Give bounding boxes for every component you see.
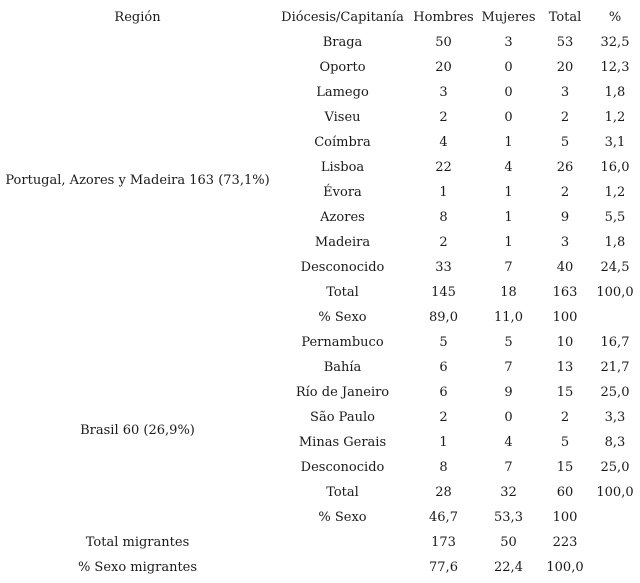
total-cell: 5 (560, 135, 570, 150)
women-cell: 0 (504, 85, 513, 100)
percent-cell (590, 305, 640, 330)
women-cell: 1 (504, 210, 513, 225)
women-cell: 7 (504, 260, 513, 275)
women-cell: 3 (504, 35, 513, 50)
header-women: Mujeres (481, 10, 536, 25)
men-cell: 2 (439, 235, 448, 250)
footer-label: Total migrantes (85, 535, 190, 550)
migrants-table (0, 5, 640, 580)
empty-cell (275, 555, 410, 580)
percent-cell: 21,7 (600, 360, 630, 375)
percent-cell: 24,5 (600, 260, 630, 275)
percent-cell: 16,0 (600, 160, 630, 175)
diocese-cell: São Paulo (310, 410, 375, 425)
men-cell: 28 (435, 485, 452, 500)
men-cell: 33 (435, 260, 452, 275)
men-cell: 6 (439, 385, 448, 400)
table-row (0, 330, 640, 355)
percent-cell: 16,7 (600, 335, 630, 350)
diocese-cell: Lamego (316, 85, 369, 100)
men-cell: 8 (439, 210, 448, 225)
total-cell: 40 (556, 260, 574, 275)
diocese-cell: Évora (323, 185, 362, 200)
percent-cell: 3,1 (604, 135, 626, 150)
women-cell: 1 (504, 135, 513, 150)
percent-cell: 5,5 (604, 210, 626, 225)
men-cell: 1 (439, 435, 448, 450)
total-cell: 163 (552, 285, 578, 300)
women-cell: 7 (504, 460, 513, 475)
percent-cell: 25,0 (600, 460, 630, 475)
total-cell: 15 (556, 385, 574, 400)
region-label: Brasil 60 (26,9%) (80, 422, 195, 438)
diocese-cell: Total (326, 285, 359, 300)
header-region: Región (114, 10, 161, 25)
header-total: Total (548, 10, 582, 25)
footer-label: % Sexo migrantes (77, 560, 198, 575)
men-cell: 50 (435, 35, 452, 50)
total-cell: 20 (556, 60, 574, 75)
total-cell: 5 (560, 435, 570, 450)
total-cell: 3 (560, 85, 570, 100)
men-cell: 46,7 (429, 510, 458, 525)
diocese-cell: Desconocido (300, 460, 385, 475)
percent-cell: 8,3 (604, 435, 626, 450)
total-cell: 9 (560, 210, 570, 225)
women-cell: 50 (500, 535, 517, 550)
total-cell: 2 (560, 185, 570, 200)
header-percent: % (608, 10, 622, 25)
header-men: Hombres (413, 10, 474, 25)
diocese-cell: Madeira (314, 235, 371, 250)
total-cell: 223 (552, 535, 578, 550)
total-cell: 100,0 (546, 560, 584, 575)
men-cell: 22 (435, 160, 452, 175)
percent-cell: 1,2 (604, 185, 626, 200)
diocese-cell: % Sexo (318, 510, 367, 525)
women-cell: 53,3 (494, 510, 523, 525)
total-cell: 3 (560, 235, 570, 250)
women-cell: 7 (504, 360, 513, 375)
women-cell: 1 (504, 235, 513, 250)
diocese-cell: % Sexo (318, 310, 367, 325)
percent-cell: 12,3 (600, 60, 630, 75)
percent-cell: 1,8 (604, 85, 626, 100)
diocese-cell: Minas Gerais (298, 435, 387, 450)
percent-cell (590, 505, 640, 530)
women-cell: 5 (504, 335, 513, 350)
men-cell: 77,6 (429, 560, 458, 575)
total-cell: 100 (552, 510, 578, 525)
total-cell: 2 (560, 410, 570, 425)
men-cell: 6 (439, 360, 448, 375)
men-cell: 2 (439, 410, 448, 425)
percent-cell: 3,3 (604, 410, 626, 425)
men-cell: 3 (439, 85, 448, 100)
percent-cell: 1,8 (604, 235, 626, 250)
footer-row (0, 530, 640, 555)
women-cell: 32 (500, 485, 517, 500)
diocese-cell: Pernambuco (301, 335, 384, 350)
men-cell: 2 (439, 110, 448, 125)
men-cell: 1 (439, 185, 448, 200)
total-cell: 15 (556, 460, 574, 475)
table-row (0, 30, 640, 55)
diocese-cell: Viseu (324, 110, 361, 125)
diocese-cell: Bahía (323, 360, 362, 375)
percent-cell: 100,0 (596, 285, 634, 300)
empty-cell (590, 555, 640, 580)
total-cell: 10 (556, 335, 574, 350)
header-diocese: Diócesis/Capitanía (281, 10, 404, 25)
percent-cell: 32,5 (600, 35, 630, 50)
diocese-cell: Lisboa (320, 160, 365, 175)
total-cell: 100 (552, 310, 578, 325)
men-cell: 5 (439, 335, 448, 350)
men-cell: 145 (431, 285, 456, 300)
men-cell: 89,0 (429, 310, 458, 325)
percent-cell: 1,2 (604, 110, 626, 125)
total-cell: 13 (556, 360, 574, 375)
header-row (0, 5, 640, 30)
total-cell: 2 (560, 110, 570, 125)
total-cell: 60 (556, 485, 574, 500)
women-cell: 0 (504, 110, 513, 125)
men-cell: 173 (431, 535, 456, 550)
men-cell: 20 (435, 60, 452, 75)
region-label: Portugal, Azores y Madeira 163 (73,1%) (5, 172, 270, 188)
diocese-cell: Oporto (319, 60, 366, 75)
diocese-cell: Río de Janeiro (295, 385, 390, 400)
women-cell: 4 (504, 160, 513, 175)
men-cell: 4 (439, 135, 448, 150)
women-cell: 18 (500, 285, 517, 300)
diocese-cell: Total (326, 485, 359, 500)
women-cell: 0 (504, 60, 513, 75)
total-cell: 53 (556, 35, 574, 50)
women-cell: 9 (504, 385, 513, 400)
women-cell: 0 (504, 410, 513, 425)
percent-cell: 100,0 (596, 485, 634, 500)
empty-cell (275, 530, 410, 555)
total-cell: 26 (556, 160, 574, 175)
women-cell: 11,0 (494, 310, 523, 325)
diocese-cell: Azores (320, 210, 365, 225)
women-cell: 1 (504, 185, 513, 200)
diocese-cell: Coímbra (314, 135, 371, 150)
empty-cell (590, 530, 640, 555)
percent-cell: 25,0 (600, 385, 630, 400)
men-cell: 8 (439, 460, 448, 475)
women-cell: 4 (504, 435, 513, 450)
diocese-cell: Braga (322, 35, 363, 50)
diocese-cell: Desconocido (300, 260, 385, 275)
footer-row (0, 555, 640, 580)
women-cell: 22,4 (494, 560, 523, 575)
